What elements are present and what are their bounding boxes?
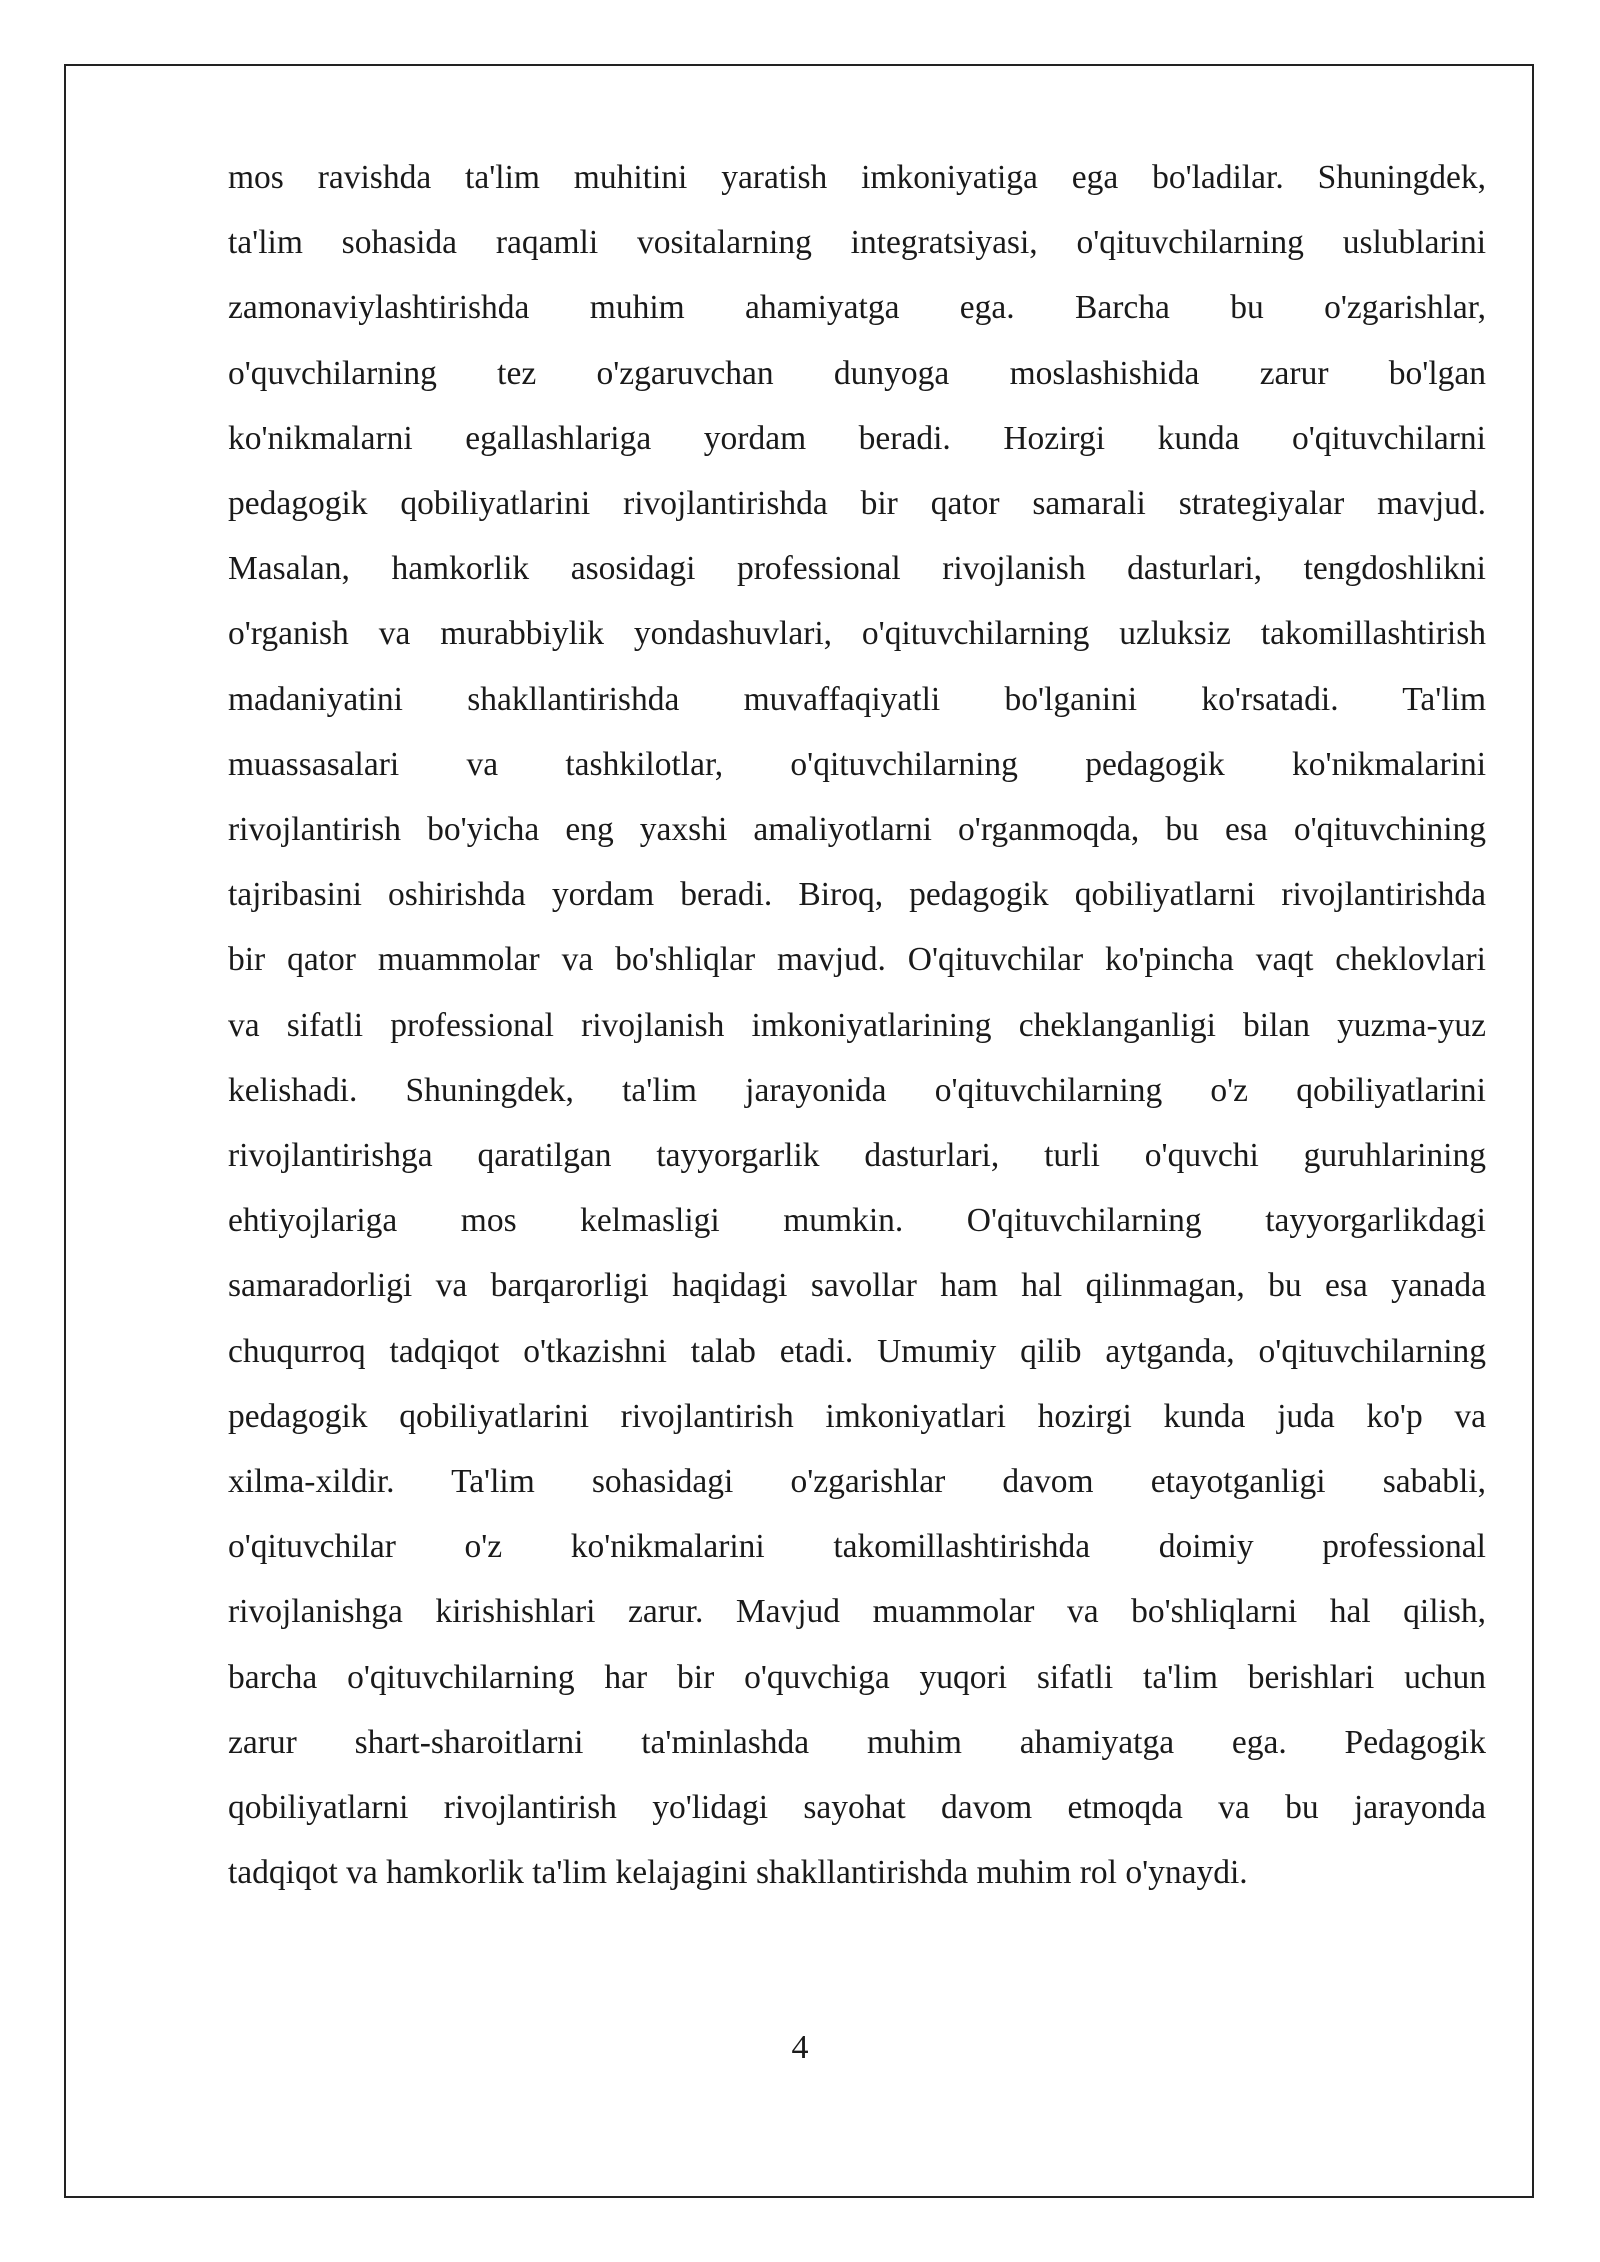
text-line: rivojlantirishga qaratilgan tayyorgarlik dasturlari, turli o'quvchi guruhlarining	[228, 1137, 1486, 1175]
text-line: barcha o'qituvchilarning har bir o'quvchiga yuqori sifatli ta'lim berishlari uchun	[228, 1658, 1486, 1696]
text-line: zarur shart-sharoitlarni ta'minlashda muhim ahamiyatga ega. Pedagogik	[228, 1723, 1486, 1761]
text-line: rivojlanishga kirishishlari zarur. Mavjud muammolar va bo'shliqlarni hal qilish,	[228, 1593, 1486, 1631]
text-line: pedagogik qobiliyatlarini rivojlantirish imkoniyatlari hozirgi kunda juda ko'p va	[228, 1397, 1486, 1435]
body-paragraph	[228, 145, 1486, 1905]
text-line: va sifatli professional rivojlanish imkoniyatlarining cheklanganligi bilan yuzma-yuz	[228, 1006, 1486, 1044]
text-line: o'qituvchilar o'z ko'nikmalarini takomillashtirishda doimiy professional	[228, 1528, 1486, 1566]
text-line: zamonaviylashtirishda muhim ahamiyatga ega. Barcha bu o'zgarishlar,	[228, 289, 1486, 327]
text-line: xilma-xildir. Ta'lim sohasidagi o'zgarishlar davom etayotganligi sababli,	[228, 1463, 1486, 1501]
text-line: bir qator muammolar va bo'shliqlar mavjud. O'qituvchilar ko'pincha vaqt cheklovlari	[228, 941, 1486, 979]
text-line: ko'nikmalarni egallashlariga yordam beradi. Hozirgi kunda o'qituvchilarni	[228, 419, 1486, 457]
text-line: madaniyatini shakllantirishda muvaffaqiyatli bo'lganini ko'rsatadi. Ta'lim	[228, 680, 1486, 718]
text-line: mos ravishda ta'lim muhitini yaratish imkoniyatiga ega bo'ladilar. Shuningdek,	[228, 159, 1486, 196]
text-line: pedagogik qobiliyatlarini rivojlantirishda bir qator samarali strategiyalar mavjud.	[228, 485, 1486, 523]
text-line: Masalan, hamkorlik asosidagi professional rivojlanish dasturlari, tengdoshlikni	[228, 550, 1486, 588]
text-line: muassasalari va tashkilotlar, o'qituvchilarning pedagogik ko'nikmalarini	[228, 745, 1486, 783]
text-line: kelishadi. Shuningdek, ta'lim jarayonida o'qituvchilarning o'z qobiliyatlarini	[228, 1071, 1486, 1109]
text-line: samaradorligi va barqarorligi haqidagi savollar ham hal qilinmagan, bu esa yanada	[228, 1267, 1486, 1305]
text-line: ehtiyojlariga mos kelmasligi mumkin. O'qituvchilarning tayyorgarlikdagi	[228, 1202, 1486, 1240]
text-line: qobiliyatlarni rivojlantirish yo'lidagi sayohat davom etmoqda va bu jarayonda	[228, 1789, 1486, 1827]
text-line: chuqurroq tadqiqot o'tkazishni talab etadi. Umumiy qilib aytganda, o'qituvchilarning	[228, 1332, 1486, 1370]
text-line: tadqiqot va hamkorlik ta'lim kelajagini shakllantirishda muhim rol o'ynaydi.	[228, 1854, 1248, 1892]
text-line: ta'lim sohasida raqamli vositalarning integratsiyasi, o'qituvchilarning uslublarini	[228, 224, 1486, 262]
page-number: 4	[791, 2029, 809, 2066]
text-line: o'quvchilarning tez o'zgaruvchan dunyoga moslashishida zarur bo'lgan	[228, 354, 1486, 392]
text-line: rivojlantirish bo'yicha eng yaxshi amaliyotlarni o'rganmoqda, bu esa o'qituvchining	[228, 811, 1486, 849]
text-line: tajribasini oshirishda yordam beradi. Biroq, pedagogik qobiliyatlarni rivojlantirishda	[228, 876, 1486, 914]
text-line: o'rganish va murabbiylik yondashuvlari, o'qituvchilarning uzluksiz takomillashtirish	[228, 615, 1486, 653]
